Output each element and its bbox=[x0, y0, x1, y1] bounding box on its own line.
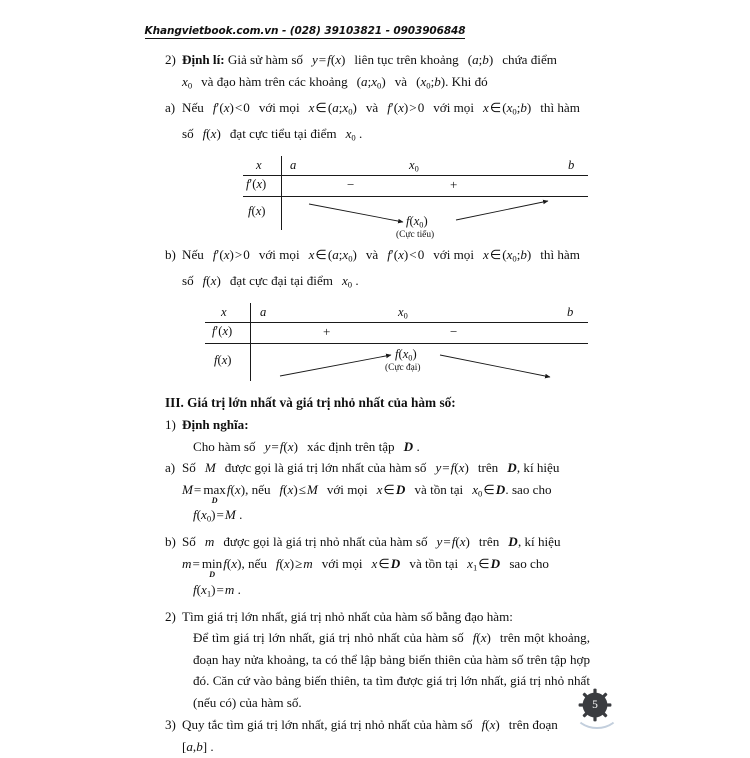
theorem-text-6: . Khi đó bbox=[445, 73, 488, 89]
theorem-block bbox=[165, 49, 590, 96]
def-b-min-operator: min D bbox=[201, 555, 223, 579]
def-b-t2: được gọi là giá trị nhỏ nhất của hàm số bbox=[223, 534, 428, 550]
case-a-t3: và bbox=[365, 100, 379, 116]
def-a-result: $f(x_0)=M$ bbox=[193, 507, 236, 524]
intro-domain: D bbox=[403, 438, 414, 454]
def-b-domain: D bbox=[508, 534, 518, 550]
theorem-interval-x0b: $(x_0;b)$ bbox=[416, 73, 446, 90]
page-number: 5 bbox=[592, 699, 598, 711]
theorem-line-2 bbox=[165, 71, 590, 97]
table-min-sign-2: + bbox=[450, 177, 458, 193]
section-heading-III: III. Giá trị lớn nhất và giá trị nhỏ nhất của hàm số: bbox=[165, 395, 456, 411]
sub3-fx: f(x) bbox=[481, 717, 500, 733]
case-a-line-2: số f(x) đạt cực tiểu tại điểm $x_0$ . bbox=[182, 126, 363, 143]
case-b-cond-1: f′(x)>0 bbox=[212, 247, 250, 263]
subsection-2-marker: 2) bbox=[165, 608, 176, 624]
def-a-exists: $x_0\in D$ bbox=[472, 481, 506, 498]
subsection-1-title: Định nghĩa: bbox=[182, 417, 249, 433]
case-a-fx: f(x) bbox=[202, 126, 221, 142]
sub2-fx: f(x) bbox=[472, 630, 491, 646]
case-a-t1: Nếu bbox=[182, 100, 204, 116]
def-b-symbol: m bbox=[204, 534, 215, 550]
theorem-interval-ax0: $(a;x_0)$ bbox=[356, 73, 386, 90]
definition-a-marker: a) bbox=[165, 460, 176, 476]
table-min-label-x: x bbox=[256, 158, 262, 173]
def-b-formula: m= min D f(x) bbox=[182, 556, 241, 571]
subsection-1-title-line bbox=[165, 414, 590, 436]
publisher-contact-link[interactable]: Khangvietbook.com.vn - (028) 39103821 - 0903906848 bbox=[144, 25, 466, 37]
case-a-cond-2: f′(x)>0 bbox=[387, 100, 425, 116]
def-a-max-operator: max D bbox=[203, 481, 226, 505]
case-a-line-1 bbox=[165, 97, 590, 123]
subsection-3-marker: 3) bbox=[165, 717, 176, 733]
def-a-condition: f(x)≤M bbox=[279, 481, 318, 497]
def-b-l2t1: , nếu bbox=[241, 555, 267, 571]
def-a-l2t3: và tồn tại bbox=[414, 481, 464, 497]
sub2-body-b: trên một khoảng, đoạn hay nửa khoảng, ta có thể lập bảng biến thiên của hàm số trên tập hợp đó. Căn cứ vào bảng biến thiên, ta tìm được giá trị lớn nhất, giá trị nhỏ nhất (nếu có) của hàm số. bbox=[193, 630, 590, 710]
sub3-segment: [a,b] bbox=[182, 738, 208, 754]
theorem-interval-ab: (a;b) bbox=[467, 52, 494, 67]
case-b-cond-2: f′(x)<0 bbox=[387, 247, 425, 263]
def-b-member: x∈D bbox=[371, 555, 401, 571]
def-a-l2t1: , nếu bbox=[245, 481, 271, 497]
definition-a-block bbox=[165, 457, 590, 530]
table-min-head-x0: $x_0$ bbox=[409, 158, 419, 174]
case-b-fx: f(x) bbox=[202, 273, 221, 289]
def-b-condition: f(x)≥m bbox=[275, 555, 313, 571]
table-max-note: (Cực đại) bbox=[385, 363, 421, 374]
case-b-t3: và bbox=[365, 247, 379, 263]
variation-table-min bbox=[165, 156, 590, 241]
table-min-sign-1: − bbox=[347, 177, 355, 193]
definition-b-line-1 bbox=[165, 531, 590, 553]
sub3-body-b: trên đoạn bbox=[508, 717, 558, 733]
def-b-exists: $x_1\in D$ bbox=[467, 555, 501, 573]
case-b-block bbox=[165, 244, 590, 296]
case-a-t2: với mọi bbox=[258, 100, 300, 116]
case-b-member-1: $x\in(a;x_0)$ bbox=[308, 247, 357, 264]
definition-a-line-2 bbox=[165, 479, 590, 505]
sub3-body-a: Quy tắc tìm giá trị lớn nhất, giá trị nhỏ nhất của hàm số bbox=[182, 717, 473, 733]
case-b-t4: với mọi bbox=[433, 247, 474, 263]
theorem-text-4: và đạo hàm trên các khoảng bbox=[201, 73, 348, 89]
theorem-text-3: chứa điểm bbox=[502, 52, 557, 67]
theorem-text-5: và bbox=[394, 73, 408, 89]
case-a-member-1: $x\in(a;x_0)$ bbox=[308, 100, 357, 117]
sub2-body-a: Để tìm giá trị lớn nhất, giá trị nhỏ nhất của hàm số bbox=[193, 630, 464, 646]
case-a-t4: với mọi bbox=[433, 100, 474, 116]
page-header bbox=[0, 21, 750, 39]
theorem-label: Định lí: bbox=[182, 52, 225, 67]
table-max-label-x: x bbox=[221, 305, 227, 320]
subsection-3-block bbox=[165, 714, 590, 757]
theorem-x0: $x_0$ bbox=[182, 73, 193, 90]
case-a-x0: $x_0$ bbox=[345, 126, 356, 143]
document-body bbox=[165, 49, 590, 758]
def-a-t4: , kí hiệu bbox=[516, 460, 560, 476]
definition-a-line-1 bbox=[165, 457, 590, 479]
case-b-line-1 bbox=[165, 244, 590, 270]
def-b-l2t2: với mọi bbox=[321, 555, 363, 571]
theorem-text-2: liên tục trên khoảng bbox=[354, 52, 459, 67]
def-b-l2t4: sao cho bbox=[509, 555, 549, 571]
page-number-badge bbox=[578, 688, 612, 722]
table-max-sign-1: + bbox=[323, 324, 331, 340]
def-b-result: $f(x_1)=m$ bbox=[193, 581, 235, 599]
definition-b-block bbox=[165, 531, 590, 604]
subsection-3-line-2: [a,b] . bbox=[182, 738, 214, 754]
case-b-line-2: số f(x) đạt cực đại tại điểm $x_0$ . bbox=[182, 273, 359, 290]
definition-b-line-3: $f(x_1)=m$ . bbox=[193, 581, 241, 599]
table-min-head-a: a bbox=[290, 158, 297, 173]
definition-a-line-3: $f(x_0)=M$ . bbox=[193, 507, 243, 524]
subsection-1-marker: 1) bbox=[165, 417, 176, 433]
table-max-sign-2: − bbox=[450, 324, 458, 340]
def-b-t4: , kí hiệu bbox=[517, 534, 561, 550]
subsection-1-intro: Cho hàm số y=f(x) xác định trên tập D . bbox=[193, 438, 420, 454]
subsection-2-body bbox=[165, 627, 590, 713]
def-a-t3: trên bbox=[477, 460, 499, 476]
table-max-head-x0: $x_0$ bbox=[398, 305, 408, 321]
theorem-eq-y: y=f(x) bbox=[311, 52, 346, 67]
intro-text-b: xác định trên tập bbox=[306, 438, 395, 454]
def-a-symbol: M bbox=[204, 460, 216, 476]
table-min-label-f: f(x) bbox=[248, 204, 266, 219]
case-b-t1: Nếu bbox=[182, 247, 204, 263]
case-a-block bbox=[165, 97, 590, 149]
def-a-l2t2: với mọi bbox=[326, 481, 368, 497]
case-a-cond-1: f′(x)<0 bbox=[212, 100, 250, 116]
variation-table-max bbox=[165, 303, 590, 383]
def-b-eq: y=f(x) bbox=[436, 534, 470, 550]
def-a-t2: được gọi là giá trị lớn nhất của hàm số bbox=[224, 460, 427, 476]
table-max-label-f: f(x) bbox=[214, 353, 232, 368]
subsection-3-line-1 bbox=[165, 714, 590, 736]
table-max-head-b: b bbox=[567, 305, 574, 320]
theorem-text-1: Giả sử hàm số bbox=[227, 52, 303, 67]
case-b-t5: thì hàm bbox=[540, 247, 580, 263]
table-min-head-b: b bbox=[568, 158, 575, 173]
theorem-marker: 2) bbox=[165, 52, 176, 67]
case-b-t2: với mọi bbox=[258, 247, 300, 263]
def-a-member: x∈D bbox=[376, 481, 406, 497]
definition-b-line-2 bbox=[165, 553, 590, 579]
case-b-marker: b) bbox=[165, 247, 176, 263]
def-a-formula: M= max D f(x) bbox=[182, 482, 245, 497]
case-a-member-2: $x\in(x_0;b)$ bbox=[483, 100, 532, 117]
table-max-label-fprime: f′(x) bbox=[212, 324, 233, 339]
case-b-x0: $x_0$ bbox=[341, 273, 353, 290]
subsection-2-title-line bbox=[165, 606, 590, 628]
table-min-note: (Cực tiểu) bbox=[396, 230, 435, 241]
case-a-t5: thì hàm bbox=[540, 100, 580, 116]
def-b-l2t3: và tồn tại bbox=[409, 555, 459, 571]
def-b-t3: trên bbox=[478, 534, 500, 550]
theorem-line-1 bbox=[165, 49, 590, 71]
subsection-2-block bbox=[165, 606, 590, 714]
def-a-domain: D bbox=[507, 460, 517, 476]
def-a-l2t4: . sao cho bbox=[505, 481, 552, 497]
table-min-value: $f(x_0)$ bbox=[406, 214, 428, 230]
def-a-eq: y=f(x) bbox=[435, 460, 469, 476]
intro-text-a: Cho hàm số bbox=[193, 438, 256, 454]
case-a-marker: a) bbox=[165, 100, 176, 116]
def-b-t1: Số bbox=[182, 534, 196, 550]
table-min-label-fprime: f′(x) bbox=[246, 177, 267, 192]
def-a-t1: Số bbox=[182, 460, 196, 476]
table-max-value: $f(x_0)$ bbox=[395, 347, 417, 363]
case-b-member-2: $x\in(x_0;b)$ bbox=[483, 247, 532, 264]
subsection-2-title: Tìm giá trị lớn nhất, giá trị nhỏ nhất của hàm số bằng đạo hàm: bbox=[182, 608, 513, 624]
intro-eq: y=f(x) bbox=[264, 438, 298, 454]
definition-b-marker: b) bbox=[165, 534, 176, 550]
table-max-head-a: a bbox=[260, 305, 267, 320]
